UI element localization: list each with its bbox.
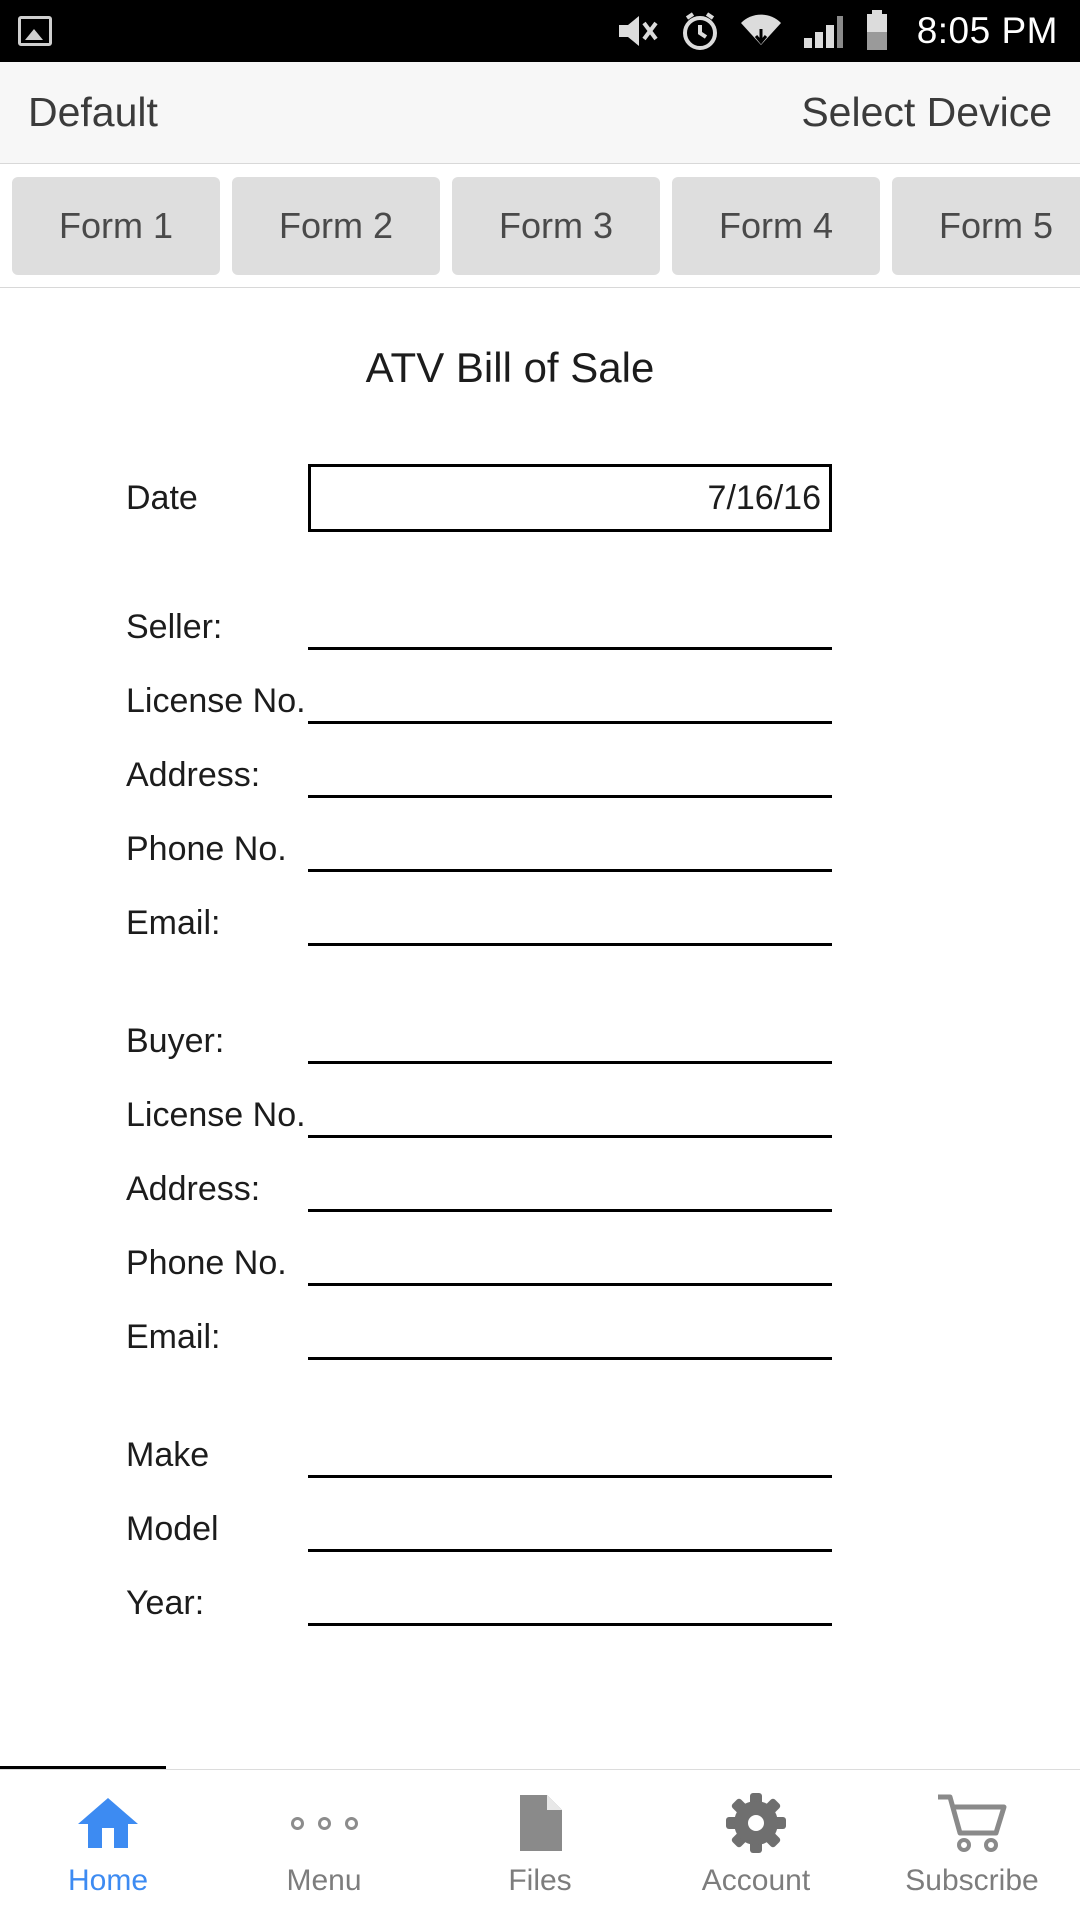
field-row-buyer-license — [0, 1098, 1080, 1138]
seller-address-input[interactable] — [308, 761, 832, 798]
buyer-phone-input[interactable] — [308, 1249, 832, 1286]
buyer-email-input[interactable] — [308, 1323, 832, 1360]
nav-label-menu: Menu — [286, 1864, 362, 1897]
status-clock: 8:05 PM — [916, 10, 1058, 51]
form-content — [0, 289, 1080, 1770]
seller-label: Seller: — [126, 608, 223, 646]
nav-item-subscribe[interactable] — [864, 1770, 1080, 1920]
nav-label-subscribe: Subscribe — [905, 1864, 1039, 1897]
date-input[interactable]: 7/16/16 — [308, 464, 832, 532]
app-title-bar — [0, 62, 1080, 164]
tab-form-2[interactable]: Form 2 — [232, 177, 440, 275]
image-icon — [18, 16, 52, 46]
field-row-model — [0, 1512, 1080, 1552]
field-row-seller-email — [0, 906, 1080, 946]
cart-icon — [936, 1792, 1008, 1854]
buyer-license-label: License No. — [126, 1096, 306, 1134]
nav-label-account: Account — [701, 1864, 811, 1897]
form-title: ATV Bill of Sale — [365, 344, 655, 391]
buyer-email-label: Email: — [126, 1318, 221, 1356]
seller-phone-input[interactable] — [308, 835, 832, 872]
nav-item-account[interactable] — [648, 1770, 864, 1920]
field-row-buyer — [0, 1024, 1080, 1064]
buyer-phone-label: Phone No. — [126, 1244, 287, 1282]
alarm-icon — [679, 10, 721, 52]
field-row-buyer-phone — [0, 1246, 1080, 1286]
field-row-seller-phone — [0, 832, 1080, 872]
seller-license-input[interactable] — [308, 687, 832, 724]
status-bar-right — [615, 9, 1058, 53]
spacer-seller — [0, 532, 1080, 576]
dots-icon — [291, 1792, 358, 1854]
gear-icon — [725, 1792, 787, 1854]
make-input[interactable] — [308, 1441, 832, 1478]
status-bar — [0, 0, 1080, 62]
bottom-navigation — [0, 1769, 1080, 1920]
field-row-buyer-email — [0, 1320, 1080, 1360]
date-row — [0, 464, 1080, 532]
buyer-input[interactable] — [308, 1027, 832, 1064]
date-label: Date — [126, 478, 198, 517]
tab-form-1[interactable]: Form 1 — [12, 177, 220, 275]
seller-phone-label: Phone No. — [126, 830, 287, 868]
seller-email-label: Email: — [126, 904, 221, 942]
buyer-address-input[interactable] — [308, 1175, 832, 1212]
wifi-icon — [739, 11, 783, 51]
field-row-seller-address — [0, 758, 1080, 798]
file-icon — [514, 1792, 566, 1854]
model-input[interactable] — [308, 1515, 832, 1552]
tab-form-3[interactable]: Form 3 — [452, 177, 660, 275]
spacer-vehicle — [0, 1360, 1080, 1404]
field-row-seller — [0, 610, 1080, 650]
field-row-make — [0, 1438, 1080, 1478]
field-row-year — [0, 1586, 1080, 1626]
nav-item-menu[interactable] — [216, 1770, 432, 1920]
seller-input[interactable] — [308, 613, 832, 650]
model-label: Model — [126, 1510, 219, 1548]
field-row-seller-license — [0, 684, 1080, 724]
seller-license-label: License No. — [126, 682, 306, 720]
nav-item-files[interactable] — [432, 1770, 648, 1920]
nav-item-home[interactable] — [0, 1770, 216, 1920]
seller-email-input[interactable] — [308, 909, 832, 946]
year-input[interactable] — [308, 1589, 832, 1626]
select-device-button[interactable]: Select Device — [801, 89, 1052, 135]
field-row-buyer-address — [0, 1172, 1080, 1212]
nav-label-home: Home — [67, 1864, 149, 1897]
mute-icon — [615, 11, 661, 51]
buyer-label: Buyer: — [126, 1022, 225, 1060]
tab-form-5[interactable]: Form 5 — [892, 177, 1080, 275]
spacer-buyer — [0, 946, 1080, 990]
home-icon — [76, 1792, 140, 1854]
tab-form-4[interactable]: Form 4 — [672, 177, 880, 275]
buyer-address-label: Address: — [126, 1170, 261, 1208]
buyer-license-input[interactable] — [308, 1101, 832, 1138]
status-bar-left — [18, 16, 52, 46]
year-label: Year: — [126, 1584, 205, 1622]
seller-address-label: Address: — [126, 756, 261, 794]
make-label: Make — [126, 1436, 210, 1474]
nav-label-files: Files — [508, 1864, 572, 1897]
profile-label[interactable]: Default — [28, 89, 158, 135]
signal-icon — [801, 11, 845, 51]
battery-icon — [863, 9, 891, 53]
form-tab-strip[interactable] — [0, 164, 1080, 288]
